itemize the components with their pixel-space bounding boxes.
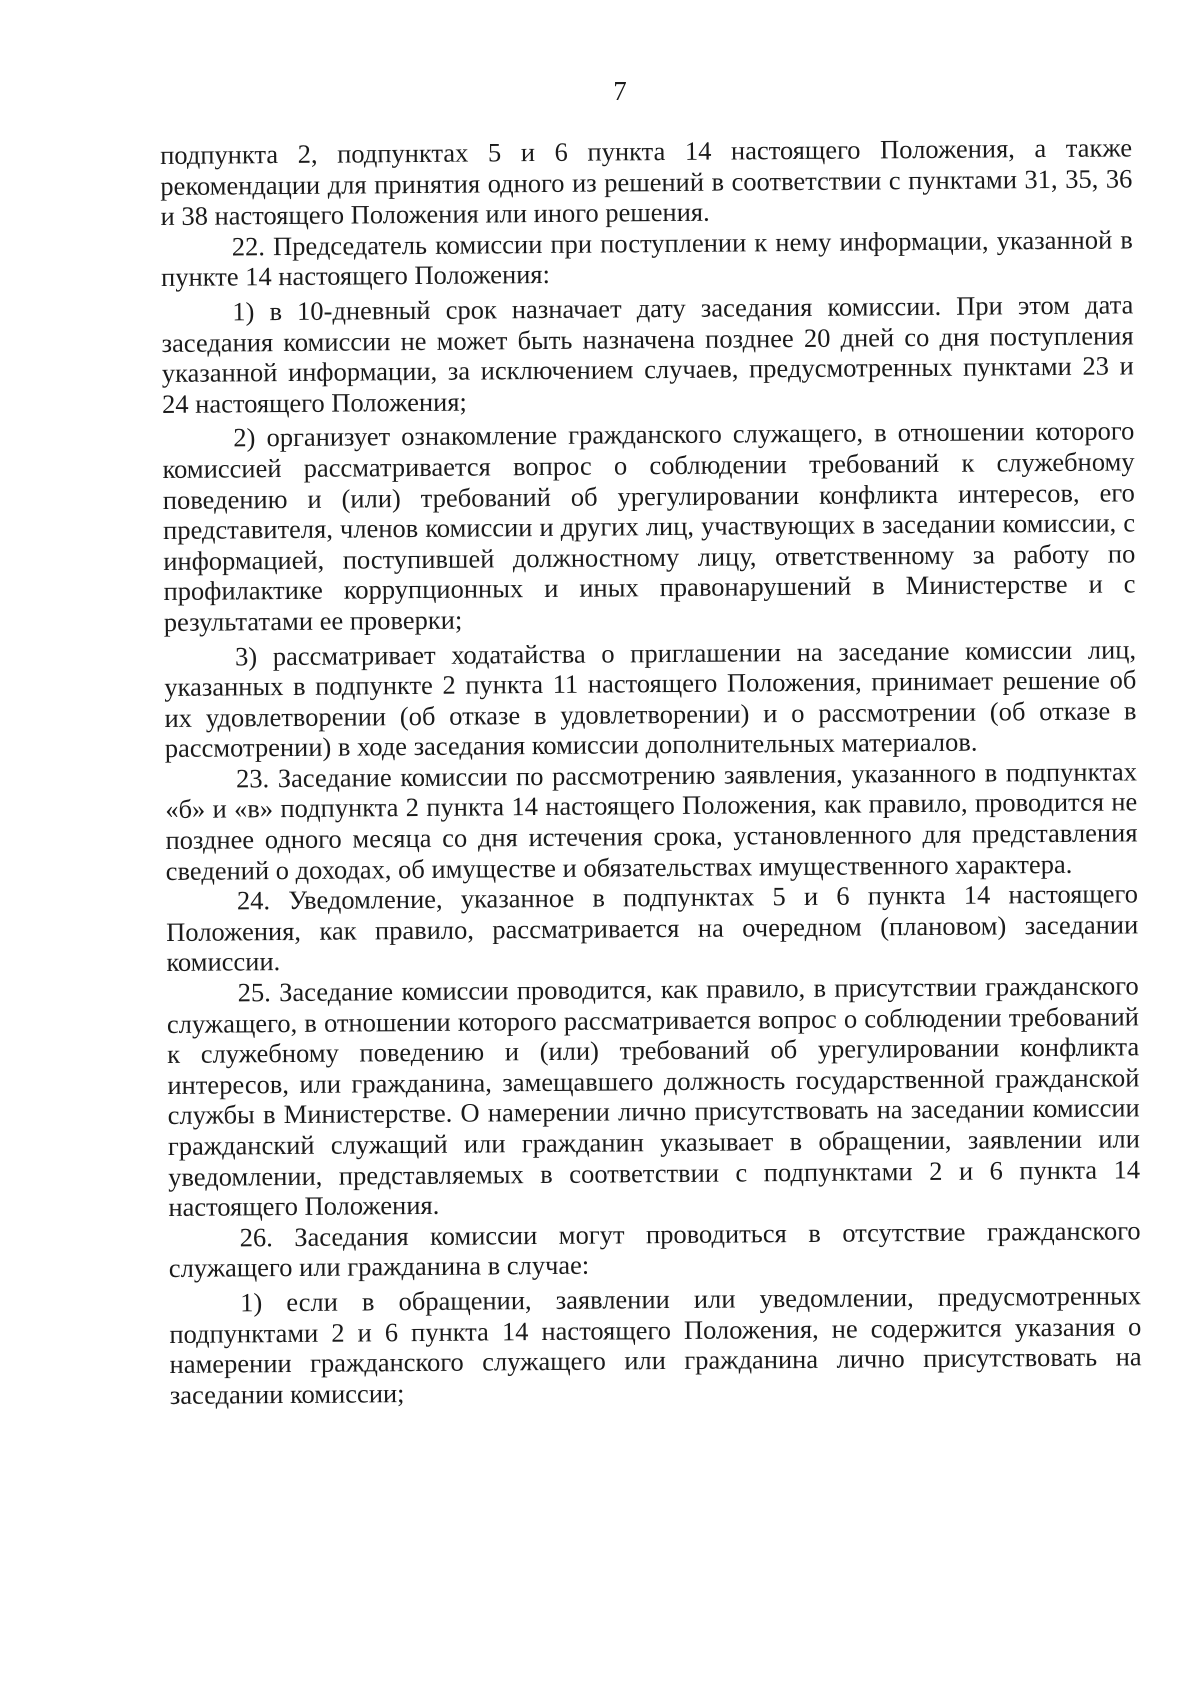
paragraph-26: 26. Заседания комиссии могут проводиться в отсутствие гражданского служащего или гражданина в случае: [168,1215,1141,1284]
paragraph-22: 22. Председатель комиссии при поступлении к нему информации, указанной в пункте 14 настоящего Положения: [160,224,1133,293]
paragraph-22-item-1: 1) в 10-дневный срок назначает дату заседания комиссии. При этом дата заседания комиссии не может быть назначена позднее 20 дней со дня поступления указанной информации, за исключением случаев, предусмотренных пунктами 23 и 24 настоящего Положения; [161,289,1134,419]
page-number: 7 [613,76,627,106]
paragraph-26-item-1: 1) если в обращении, заявлении или уведомлении, предусмотренных подпунктами 2 и 6 пункта 14 настоящего Положения, не содержится указания о намерении гражданского служащего или гражданина лично присутствовать на заседании комиссии; [169,1280,1142,1410]
document-body [160,132,1142,1410]
paragraph-23: 23. Заседание комиссии по рассмотрению заявления, указанного в подпунктах «б» и «в» подпункта 2 пункта 14 настоящего Положения, как правило, проводится не позднее одного месяца со дня истечения срока, установленного для представления сведений о доходах, об имуществе и обязательствах имущественного характера. [165,756,1138,886]
paragraph-22-item-2: 2) организует ознакомление гражданского служащего, в отношении которого комиссией рассматривается вопрос о соблюдении требований к служебному поведению и (или) требований об урегулировании конфликта интересов, его представителя, членов комиссии и других лиц, участвующих в заседании комиссии, с информацией, поступившей должностному лицу, ответственному за работу по профилактике коррупционных и иных правонарушений в Министерстве и с результатами ее проверки; [162,415,1136,637]
paragraph-continuation-21: подпункта 2, подпунктах 5 и 6 пункта 14 настоящего Положения, а также рекомендации для принятия одного из решений в соответствии с пунктами 31, 35, 36 и 38 настоящего Положения или иного решения. [160,132,1133,232]
paragraph-24: 24. Уведомление, указанное в подпунктах 5 и 6 пункта 14 настоящего Положения, как правило, рассматривается на очередном (плановом) заседании комиссии. [166,878,1139,978]
paragraph-22-item-3: 3) рассматривает ходатайства о приглашении на заседание комиссии лиц, указанных в подпункте 2 пункта 11 настоящего Положения, принимает решение об их удовлетворении (об отказе в удовлетворении) и о рассмотрении (об отказе в рассмотрении) в ходе заседания комиссии дополнительных материалов. [164,633,1137,764]
paragraph-25: 25. Заседание комиссии проводится, как правило, в присутствии гражданского служащего, в отношении которого рассматривается вопрос о соблюдении требований к служебному поведению и (или) требований об урегулировании конфликта интересов, или гражданина, замещавшего должность государственной гражданской службы в Министерстве. О намерении лично присутствовать на заседании комиссии гражданский служащий или гражданин указывает в обращении, заявлении или уведомлении, представляемых в соответствии с подпунктами 2 и 6 пункта 14 настоящего Положения. [166,970,1141,1223]
